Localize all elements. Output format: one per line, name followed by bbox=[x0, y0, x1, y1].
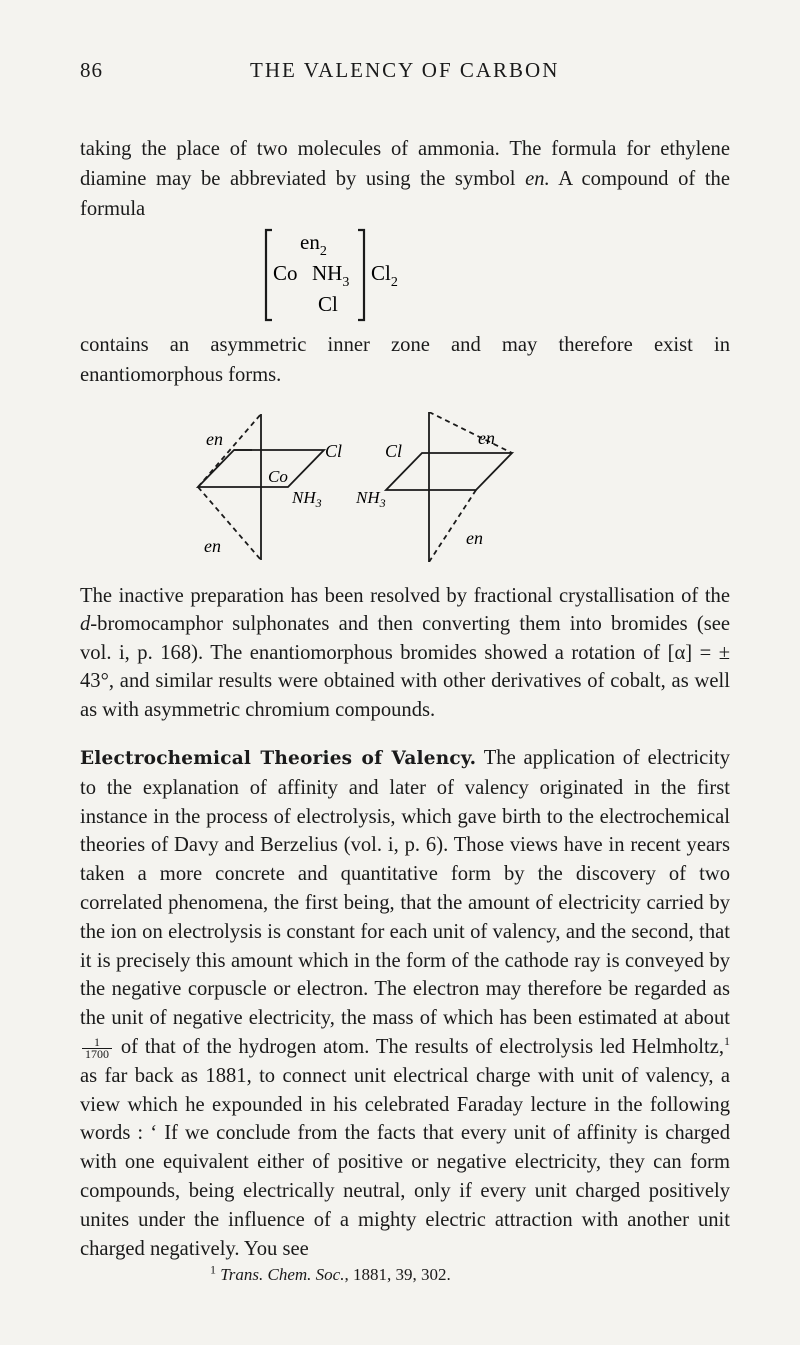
left-cl: Cl bbox=[325, 441, 343, 461]
paragraph-ammonia: taking the place of two molecules of ammonia. The formula for ethylene diamine may be abbreviated by using the symbol en. A compound of the formula bbox=[80, 138, 730, 220]
left-en-bottom: en bbox=[204, 536, 221, 556]
d-prefix: d bbox=[80, 613, 91, 636]
left-co: Co bbox=[268, 467, 288, 486]
left-en-top: en bbox=[206, 429, 223, 449]
page-header bbox=[80, 58, 730, 88]
page-number: 86 bbox=[80, 58, 103, 82]
paragraph-electrochemical: Electrochemical Theories of Valency. The application of electricity to the explanation of affinity and later of valency originated in the first instance in the process of electrolysis, which gave birth to the electrochemical theories of Davy and Berzelius (vol. i, p. 6). Those views have in recent years taken a more concrete and quantitative form by the discovery of two correlated phenomena, the first being, that the amount of electricity carried by the ion on electrolysis is constant for each unit of valency, and the second, that it is precisely this amount which in the form of the cathode ray is conveyed by the negative corpuscle or electron. The electron may therefore be regarded as the unit of negative electricity, the mass of which has been estimated at about $\frac{1}{1700}$ of that of the hydrogen atom. The results of electrolysis led Helmholtz,$^1$ as far back as 1881, to connect unit electrical charge with unit of valency, a view which he expounded in his celebrated Faraday lecture in the following words : ‘ If we conclude from the facts that every unit of affinity is charged with one equivalent either of positive or negative electricity, they can form compounds, being electrically neutral, only if every unit charged positively unites under the influence of a mighty electric attraction with another unit charged negatively. You see bbox=[80, 747, 730, 1260]
svg-text:Cl2: $Cl_2$ bbox=[371, 261, 398, 290]
right-cl: Cl bbox=[385, 441, 403, 461]
left-nh: NH bbox=[292, 488, 316, 507]
svg-text:NH3: $NH_3$ bbox=[312, 261, 350, 290]
formula-nh: NH bbox=[312, 261, 343, 285]
cobalt-formula bbox=[240, 224, 730, 328]
formula-brackets bbox=[240, 224, 440, 328]
right-nh: NH bbox=[356, 488, 380, 507]
enantiomorph-diagrams bbox=[80, 412, 730, 562]
svg-text:en2: $en_2$ bbox=[300, 230, 327, 259]
section-heading: Electrochemical Theories of Valency. bbox=[80, 748, 477, 770]
paragraph-resolution: The inactive preparation has been resolved by fractional crystallisation of the d-bromocamphor sulphonates and then converting them into bromides (see vol. i, p. 168). The enantiomorphous bromides showed a rotation of [α] = ± 43°, and similar results were obtained with other derivatives of cobalt, as well as with asymmetric chromium compounds. bbox=[80, 585, 730, 721]
octahedra-svg bbox=[80, 412, 730, 562]
footnote-mark: 1 bbox=[724, 1034, 730, 1049]
right-en-top: en bbox=[478, 428, 495, 448]
paragraph-asymmetric: contains an asymmetric inner zone and may therefore exist in enantiomorphous forms. bbox=[80, 334, 730, 386]
formula-co: Co bbox=[273, 261, 298, 285]
formula-cl-outer: Cl bbox=[371, 261, 391, 285]
svg-text:NH3: $NH_3$ bbox=[292, 488, 322, 510]
en-symbol: en. bbox=[525, 168, 550, 190]
svg-text:NH3: $NH_3$ bbox=[356, 488, 386, 510]
footnote-journal: Trans. Chem. Soc. bbox=[220, 1265, 345, 1285]
right-en-bottom: en bbox=[466, 528, 483, 548]
footnote: $^1$ Trans. Chem. Soc., 1881, 39, 302. bbox=[210, 1262, 451, 1285]
formula-en: en bbox=[300, 230, 320, 254]
running-title: THE VALENCY OF CARBON bbox=[250, 58, 560, 82]
formula-cl-inner: Cl bbox=[318, 292, 338, 316]
fraction-electron-mass: $\frac{1}{1700}$ bbox=[80, 1038, 114, 1058]
book-page bbox=[80, 58, 730, 1285]
